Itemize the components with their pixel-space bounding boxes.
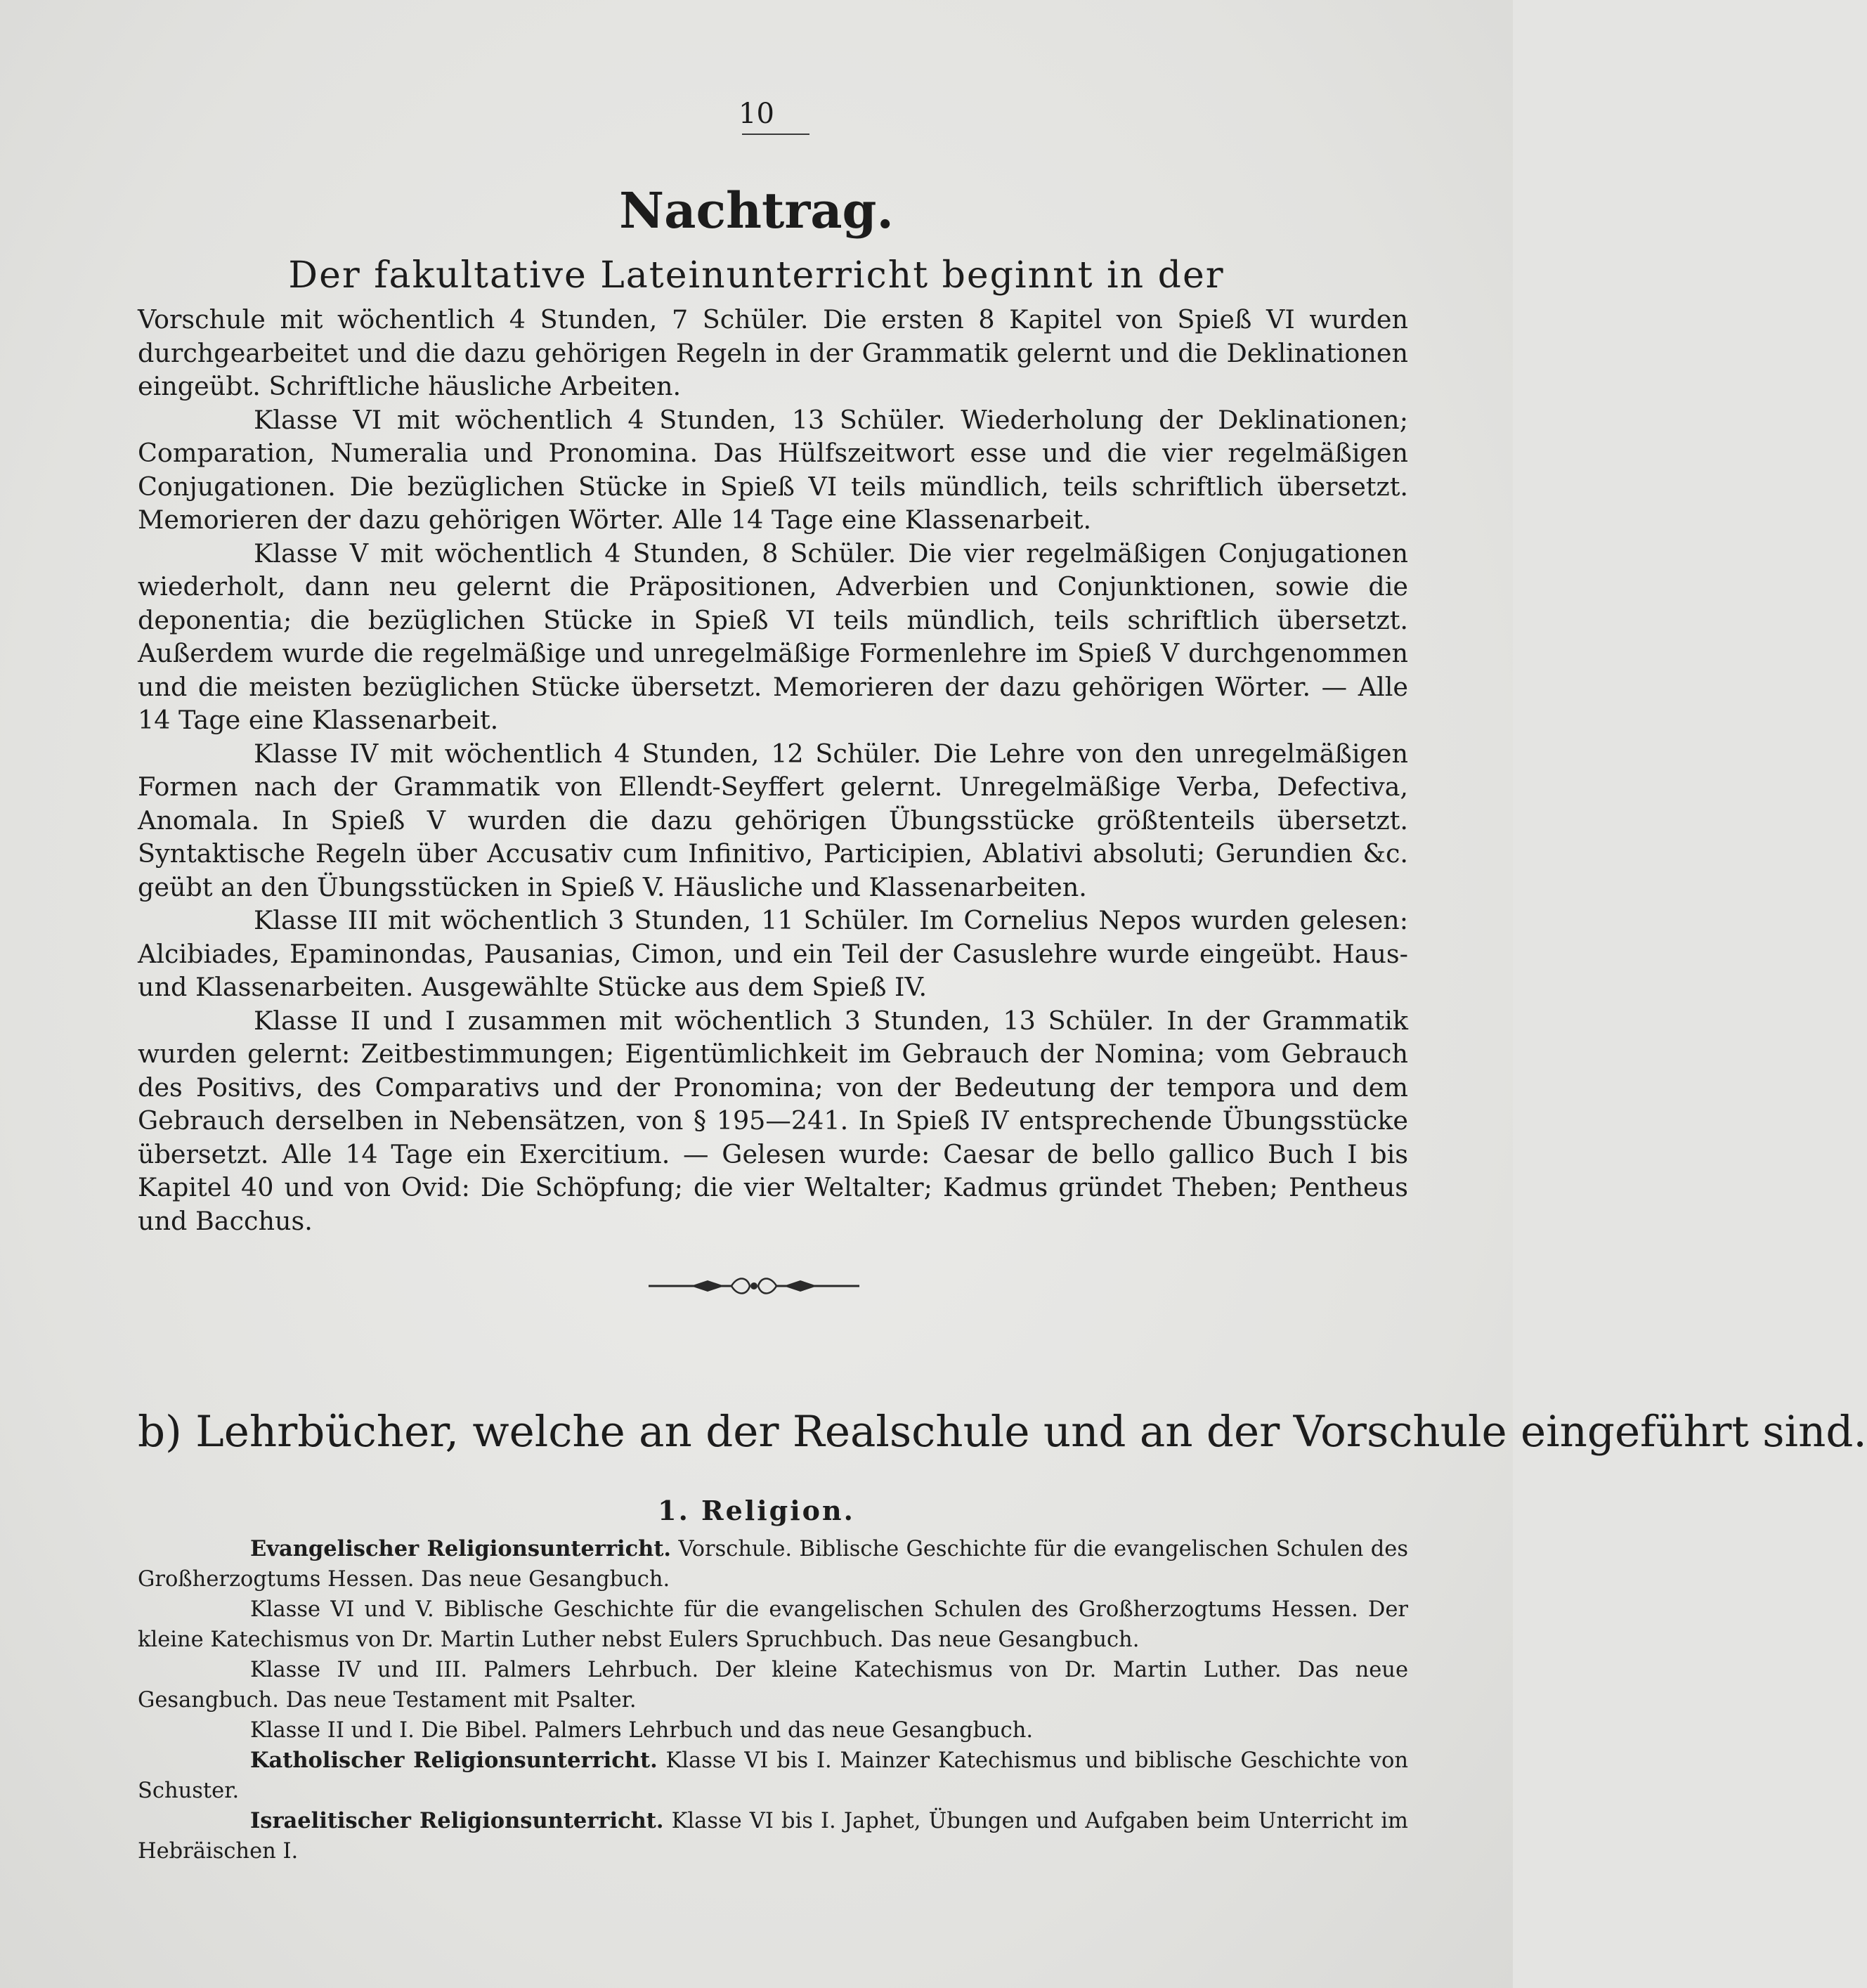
paragraph-klasse-iii: Klasse III mit wöchentlich 3 Stunden, 11 Schüler. Im Cornelius Nepos wurden gelesen: Alcibiades, Epaminondas, Pausanias, Cimon, und ein Teil der Casuslehre wurde eingeübt. Haus- und Klassenarbeiten. Ausgewählte Stücke aus dem Spieß IV. [138, 905, 1408, 1002]
section-subheading: 1. Religion. [658, 1495, 855, 1526]
intro-heading: Der fakultative Lateinunterricht beginnt in der [288, 254, 1225, 297]
entry-katholisch [138, 1746, 1408, 1806]
entry-text: Vorschule. Biblische Geschichte für die evangelischen Schulen des Großherzogtums Hessen. Das neue Gesangbuch. [138, 1537, 1409, 1592]
entry-text: Klasse VI bis I. Mainzer Katechismus und biblische Geschichte von Schuster. [138, 1748, 1409, 1803]
entry-evangelisch-vorschule [138, 1534, 1408, 1594]
paragraph-klasse-iv: Klasse IV mit wöchentlich 4 Stunden, 12 Schüler. Die Lehre von den unregelmäßigen Formen nach der Grammatik von Ellendt-Seyffert gelernt. Unregelmäßige Verba, Defectiva, Anomala. In Spieß V wurden die dazu gehörigen Übungsstücke größtenteils übersetzt. Syntaktische Regeln über Accusativ cum Infinitivo, Participien, Ablativi absoluti; Gerundien &c. geübt an den Übungsstücken in Spieß V. Häusliche und Klassenarbeiten. [138, 738, 1408, 902]
entry-evangelisch-ii-i [138, 1715, 1408, 1746]
entry-text: Klasse II und I. Die Bibel. Palmers Lehrbuch und das neue Gesangbuch. [250, 1718, 1034, 1743]
main-text [138, 303, 1408, 1237]
entry-evangelisch-vi-v [138, 1594, 1408, 1655]
entry-israelitisch [138, 1806, 1408, 1866]
paragraph-vorschule: Vorschule mit wöchentlich 4 Stunden, 7 Schüler. Die ersten 8 Kapitel von Spieß VI wurden durchgearbeitet und die dazu gehörigen Regeln in der Grammatik gelernt und die Deklinationen eingeübt. Schriftliche häusliche Arbeiten. [138, 304, 1408, 401]
entry-text: Klasse VI bis I. Japhet, Übungen und Aufgaben beim Unterricht im Hebräischen I. [138, 1809, 1408, 1864]
page-number: 10 [739, 98, 774, 130]
entry-lead: Israelitischer Religionsunterricht. [250, 1808, 664, 1833]
entry-lead: Evangelischer Religionsunterricht. [250, 1536, 672, 1561]
paragraph-klasse-ii-i: Klasse II und I zusammen mit wöchentlich 3 Stunden, 13 Schüler. In der Grammatik wurden gelernt: Zeitbestimmungen; Eigentümlichkeit im Gebrauch der Nomina; vom Gebrauch des Positivs, des Comparativs und der Pronomina; von der Bedeutung der tempora und dem Gebrauch derselben in Nebensätzen, von § 195—241. In Spieß IV entsprechende Übungsstücke übersetzt. Alle 14 Tage ein Exercitium. — Gelesen wurde: Caesar de bello gallico Buch I bis Kapitel 40 und von Ovid: Die Schöpfung; die vier Weltalter; Kadmus gründet Theben; Pentheus und Bacchus. [138, 1005, 1408, 1236]
page-number-rule [742, 134, 809, 135]
entry-evangelisch-iv-iii [138, 1655, 1408, 1715]
entry-lead: Katholischer Religionsunterricht. [250, 1748, 658, 1773]
paragraph-klasse-v: Klasse V mit wöchentlich 4 Stunden, 8 Schüler. Die vier regelmäßigen Conjugationen wiederholt, dann neu gelernt die Präpositionen, Adverbien und Conjunktionen, sowie die deponentia; die bezüglichen Stücke in Spieß VI teils mündlich, teils schriftlich übersetzt. Außerdem wurde die regelmäßige und unregelmäßige Formenlehre im Spieß V durchgenommen und die meisten bezüglichen Stücke übersetzt. Memorieren der dazu gehörigen Wörter. — Alle 14 Tage eine Klassenarbeit. [138, 538, 1408, 735]
entry-text: Klasse IV und III. Palmers Lehrbuch. Der kleine Katechismus von Dr. Martin Luther. Das neue Gesangbuch. Das neue Testament mit Psalter. [138, 1658, 1408, 1713]
entry-text: Klasse VI und V. Biblische Geschichte für die evangelischen Schulen des Großherzogtums Hessen. Der kleine Katechismus von Dr. Martin Luther nebst Eulers Spruchbuch. Das neue Gesangbuch. [138, 1597, 1408, 1652]
page-title: Nachtrag. [619, 181, 894, 240]
textbook-list [138, 1534, 1408, 1866]
paragraph-klasse-vi: Klasse VI mit wöchentlich 4 Stunden, 13 Schüler. Wiederholung der Deklinationen; Comparation, Numeralia und Pronomina. Das Hülfszeitwort esse und die vier regelmäßigen Conjugationen. Die bezüglichen Stücke in Spieß VI teils mündlich, teils schriftlich übersetzt. Memorieren der dazu gehörigen Wörter. Alle 14 Tage eine Klassenarbeit. [138, 404, 1408, 535]
section-b-title: b) Lehrbücher, welche an der Realschule und an der Vorschule eingeführt sind. [138, 1407, 1867, 1457]
ornament-divider-icon [649, 1271, 859, 1301]
